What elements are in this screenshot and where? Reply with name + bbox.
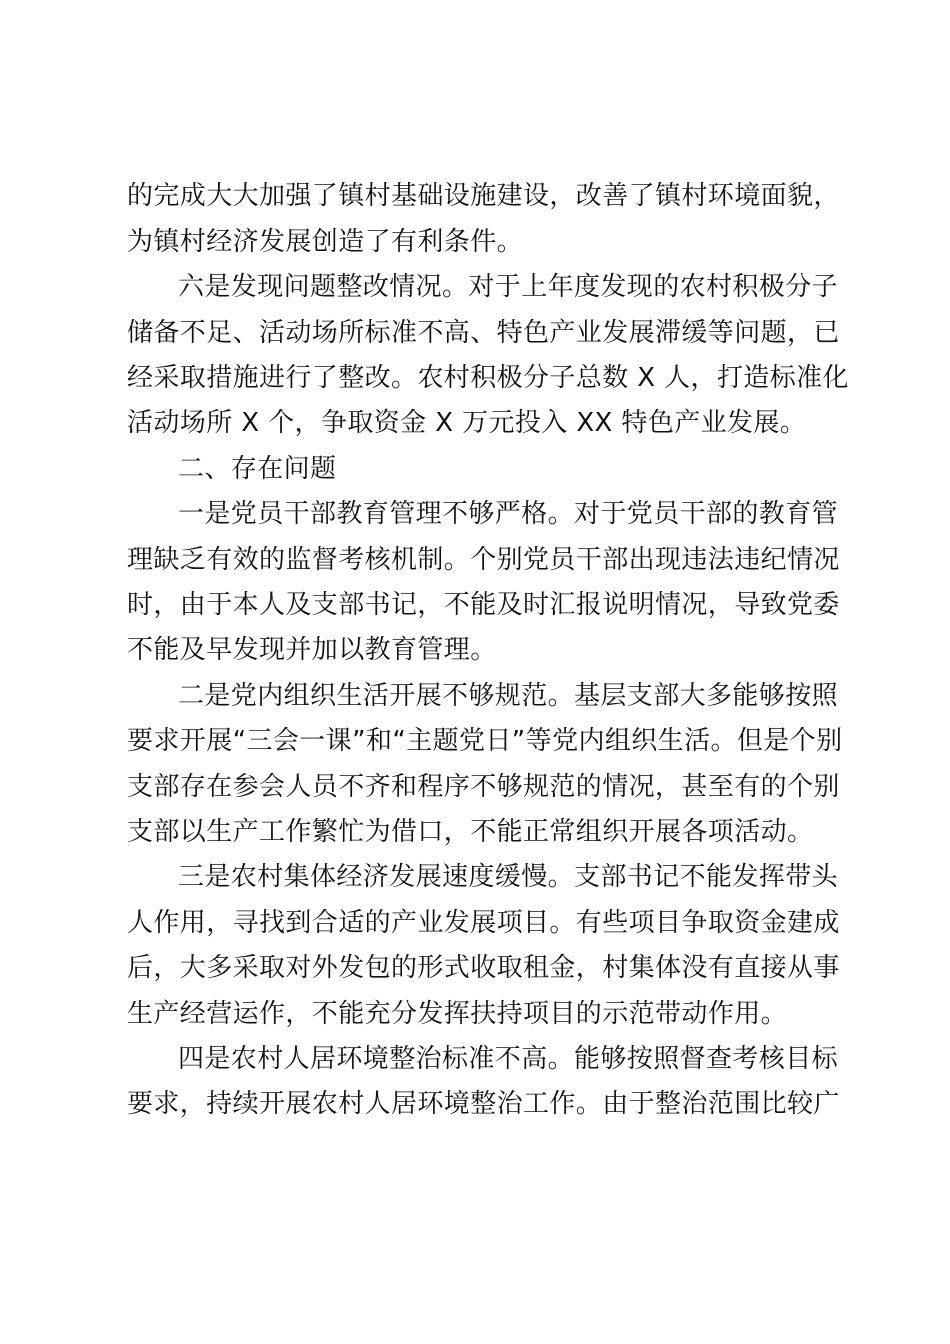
text-line: 经采取措施进行了整改。农村积极分子总数 X 人，打造标准化 xyxy=(127,363,849,393)
text-line: 支部以生产工作繁忙为借口，不能正常组织开展各项活动。 xyxy=(127,817,814,847)
text-line: 支部存在参会人员不齐和程序不够规范的情况，甚至有的个别 xyxy=(127,772,840,802)
text-line: 的完成大大加强了镇村基础设施建设，改善了镇村环境面貌， xyxy=(127,181,840,211)
text-line: 要求，持续开展农村人居环境整治工作。由于整治范围比较广 xyxy=(127,1089,840,1119)
paragraph-start-line: 四是农村人居环境整治标准不高。能够按照督查考核目标 xyxy=(178,1044,839,1074)
text-line: 人作用，寻找到合适的产业发展项目。有些项目争取资金建成 xyxy=(127,908,840,938)
text-line: 要求开展“三会一课”和“主题党日”等党内组织生活。但是个别 xyxy=(127,726,843,756)
text-line: 理缺乏有效的监督考核机制。个别党员干部出现违法违纪情况 xyxy=(127,545,840,575)
text-line: 时，由于本人及支部书记，不能及时汇报说明情况，导致党委 xyxy=(127,590,840,620)
text-line: 不能及早发现并加以教育管理。 xyxy=(127,635,497,665)
text-line: 后，大多采取对外发包的形式收取租金，村集体没有直接从事 xyxy=(127,953,840,983)
paragraph-start-line: 一是党员干部教育管理不够严格。对于党员干部的教育管 xyxy=(178,499,839,529)
section-heading: 二、存在问题 xyxy=(178,454,337,484)
text-line: 为镇村经济发展创造了有利条件。 xyxy=(127,227,524,257)
text-line: 生产经营运作，不能充分发挥扶持项目的示范带动作用。 xyxy=(127,999,788,1029)
paragraph-start-line: 三是农村集体经济发展速度缓慢。支部书记不能发挥带头 xyxy=(178,862,839,892)
paragraph-start-line: 二是党内组织生活开展不够规范。基层支部大多能够按照 xyxy=(178,681,839,711)
text-line: 储备不足、活动场所标准不高、特色产业发展滞缓等问题，已 xyxy=(127,318,840,348)
text-line: 活动场所 X 个，争取资金 X 万元投入 XX 特色产业发展。 xyxy=(127,408,807,438)
paragraph-start-line: 六是发现问题整改情况。对于上年度发现的农村积极分子 xyxy=(178,272,839,302)
